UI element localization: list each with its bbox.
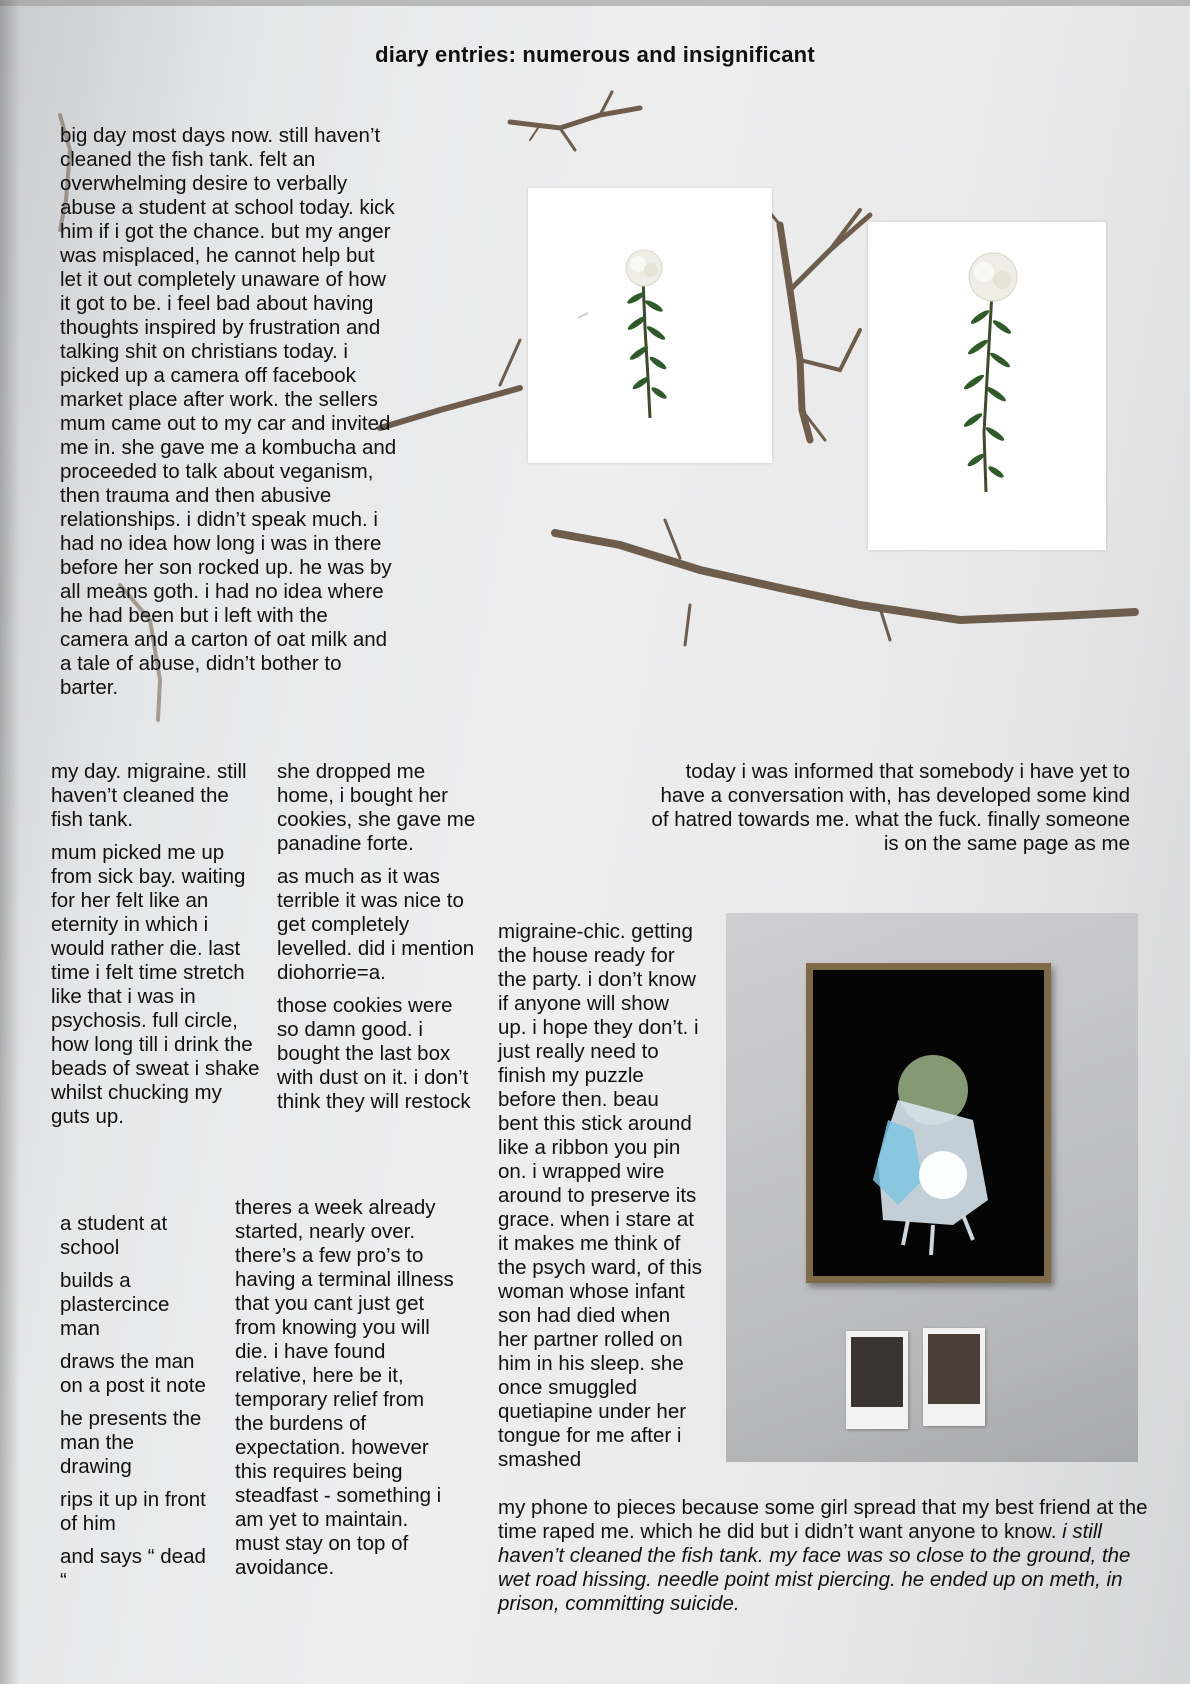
poem-stanza: and says “ dead “ <box>60 1545 206 1592</box>
polaroid-image <box>928 1334 980 1404</box>
entry-paragraph: as much as it was terrible it was nice to get completely levelled. did i mention diohorrie=a. <box>277 865 475 984</box>
poem-stanza: a student at school <box>60 1212 168 1259</box>
flower-sprig-image <box>528 188 772 463</box>
entry-migraine-column-1 <box>51 760 266 1138</box>
polaroid-image <box>851 1337 903 1407</box>
poem-stanza: he presents the man the drawing <box>60 1407 202 1478</box>
entry-hatred-text: today i was informed that somebody i have yet to have a conversation with, has developed some kind of hatred towards me. what the fuck. finally someone is on the same page as me <box>651 760 1130 855</box>
entry-bottom-regular: my phone to pieces because some girl spread that my best friend at the time raped me. which he did but i didn’t want anyone to know. <box>498 1496 1148 1543</box>
framed-art-photo <box>726 913 1138 1462</box>
entry-bottom-italic: i still haven’t cleaned the fish tank. my face was so close to the ground, the wet road hissing. needle point mist piercing. he ended up on meth, in prison, committing suicide. <box>498 1520 1131 1615</box>
pressed-flower-photo-right <box>868 222 1106 550</box>
entry-paragraph: mum picked me up from sick bay. waiting for her felt like an eternity in which i would rather die. last time i felt time stretch like that i was in psychosis. full circle, how long till i drink the beads of sweat i shake whilst chucking my guts up. <box>51 841 260 1128</box>
entry-migraine-chic-text: migraine-chic. getting the house ready for the party. i don’t know if anyone will show up. i hope they don’t. i just really need to finish my puzzle before then. beau bent this stick around like a ribbon you pin on. i wrapped wire around to preserve its grace. when i stare at it makes me think of the psych ward, of this woman whose infant son had died when her partner rolled on him in his sleep. she once smuggled quetiapine under her tongue for me after i smashed <box>498 920 702 1471</box>
poem-dead <box>60 1212 210 1602</box>
entry-bottom-text <box>498 1496 1168 1616</box>
framed-artwork <box>813 970 1044 1276</box>
page-title: diary entries: numerous and insignificant <box>375 42 815 67</box>
flower-sprig-image <box>868 222 1106 550</box>
pressed-flower-photo-left <box>528 188 772 463</box>
polaroid-photo-left <box>846 1331 908 1429</box>
entry-week-text: theres a week already started, nearly over. there’s a few pro’s to having a terminal illness that you cant just get from knowing you will die. i have found relative, here be it, temporary relief from the burdens of expectation. however this requires being steadfast - something i am yet to maintain. must stay on top of avoidance. <box>235 1196 454 1579</box>
entry-paragraph: she dropped me home, i bought her cookies, she gave me panadine forte. <box>277 760 476 855</box>
entry-migraine-column-2 <box>277 760 477 1123</box>
entry-paragraph: those cookies were so damn good. i bought the last box with dust on it. i don’t think they will restock <box>277 994 471 1113</box>
poem-stanza: builds a plastercince man <box>60 1269 170 1340</box>
poem-stanza: rips it up in front of him <box>60 1488 206 1535</box>
entry-paragraph: my day. migraine. still haven’t cleaned the fish tank. <box>51 760 247 831</box>
polaroid-photo-right <box>923 1328 985 1426</box>
picture-frame <box>806 963 1051 1283</box>
entry-top-text: big day most days now. still haven’t cleaned the fish tank. felt an overwhelming desire to verbally abuse a student at school today. kick him if i got the chance. but my anger was misplaced, he cannot help but let it out completely unaware of how it got to be. i feel bad about having thoughts inspired by frustration and talking shit on christians today. i picked up a camera off facebook market place after work. the sellers mum came out to my car and invited me in. she gave me a kombucha and proceeded to talk about veganism, then trauma and then abusive relationships. i didn’t speak much. i had no idea how long i was in there before her son rocked up. he was by all means goth. i had no idea where he had been but i left with the camera and a carton of oat milk and a tale of abuse, didn’t bother to barter. <box>60 124 397 699</box>
poem-stanza: draws the man on a post it note <box>60 1350 206 1397</box>
